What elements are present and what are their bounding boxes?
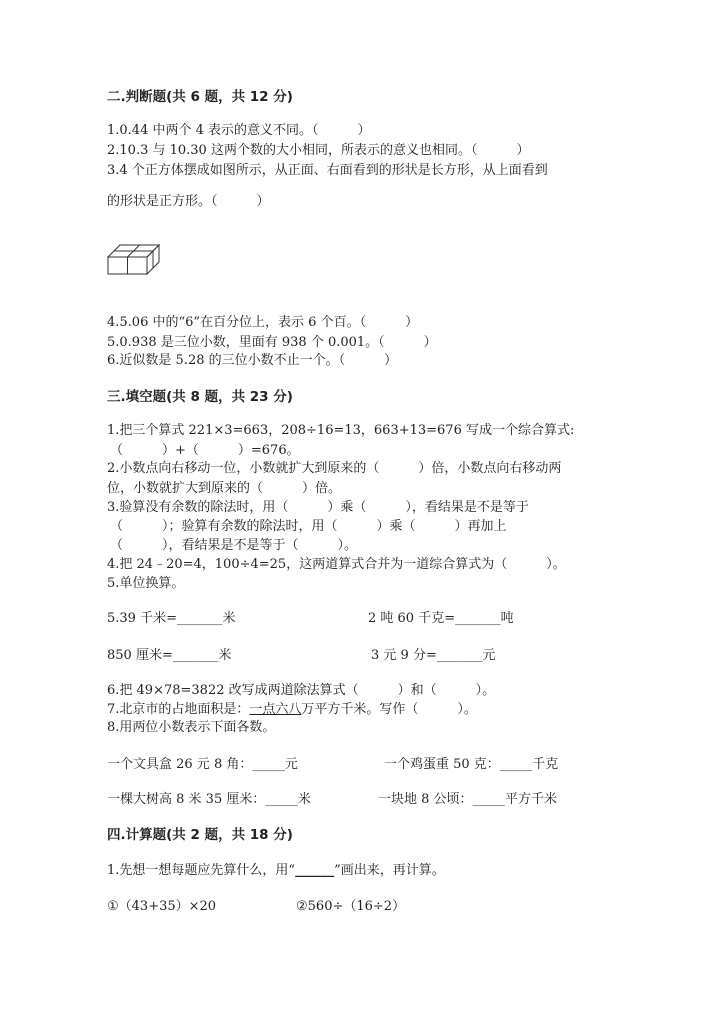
fill-question-7-prefix: 7.北京市的占地面积是：	[107, 702, 250, 717]
fill-question-5: 5.单位换算。	[107, 576, 185, 591]
judge-question-5: 5.0.938 是三位小数，里面有 938 个 0.001。（ ）	[107, 335, 437, 350]
cube-figure	[107, 240, 161, 276]
calc-question-1-suffix: ”画出来，再计算。	[334, 863, 445, 878]
judge-question-2: 2.10.3 与 10.30 这两个数的大小相同，所表示的意义也相同。（ ）	[107, 143, 530, 158]
fill-question-7-underlined: 一点六八	[249, 702, 302, 717]
section-4-title: 四.计算题(共 2 题，共 18 分)	[107, 827, 293, 843]
unit-conversion-a: 5.39 千米=_______米	[107, 611, 236, 626]
fill-question-7-suffix: 万平方千米。写作（ ）。	[301, 702, 477, 717]
unit-conversion-b: 2 吨 60 千克=_______吨	[368, 611, 514, 626]
section-3-title: 三.填空题(共 8 题，共 23 分)	[107, 389, 293, 405]
unit-conversion-d: 3 元 9 分=_______元	[371, 648, 496, 663]
calc-item-b: ②560÷（16÷2）	[296, 899, 406, 914]
decimal-item-a: 一个文具盒 26 元 8 角：_____元	[107, 757, 298, 772]
judge-question-3-line-2: 的形状是正方形。（ ）	[107, 194, 270, 209]
calc-question-1-blank: ______	[295, 863, 335, 878]
unit-conversion-c: 850 厘米=_______米	[107, 648, 232, 663]
fill-question-4: 4.把 24﹣20=4，100÷4=25，这两道算式合并为一道综合算式为（ ）。	[107, 557, 566, 572]
decimal-item-b: 一个鸡蛋重 50 克：_____千克	[384, 757, 559, 772]
fill-question-7	[107, 701, 477, 719]
fill-question-2-line-2: 位，小数就扩大到原来的（ ）倍。	[107, 481, 342, 496]
fill-question-3-line-2: （ ）；验算有余数的除法时，用（ ）乘（ ）再加上	[110, 519, 507, 534]
judge-question-4: 4.5.06 中的“6”在百分位上，表示 6 个百。（ ）	[107, 315, 419, 330]
calc-question-1-prefix: 1.先想一想每题应先算什么，用“	[107, 863, 296, 878]
judge-question-1: 1.0.44 中两个 4 表示的意义不同。（ ）	[107, 123, 371, 138]
judge-question-3-line-1: 3.4 个正方体摆成如图所示，从正面、右面看到的形状是长方形，从上面看到	[107, 163, 548, 178]
fill-question-3-line-3: （ ），看结果是不是等于（ ）。	[110, 538, 358, 553]
fill-question-3-line-1: 3.验算没有余数的除法时，用（ ）乘（ ），看结果是不是等于	[107, 500, 529, 515]
calc-question-1	[107, 862, 445, 880]
decimal-item-c: 一棵大树高 8 米 35 厘米：_____米	[107, 792, 311, 807]
fill-question-2-line-1: 2.小数点向右移动一位，小数就扩大到原来的（ ）倍，小数点向右移动两	[107, 461, 562, 476]
fill-question-6: 6.把 49×78=3822 改写成两道除法算式（ ）和（ ）。	[107, 683, 496, 698]
calc-item-a: ①（43+35）×20	[107, 899, 217, 914]
fill-question-8: 8.用两位小数表示下面各数。	[107, 720, 276, 735]
section-2-title: 二.判断题(共 6 题，共 12 分)	[107, 89, 293, 105]
fill-question-1-line-1: 1.把三个算式 221×3=663，208÷16=13，663+13=676 写成一个综合算式:	[107, 423, 575, 438]
decimal-item-d: 一块地 8 公顷：_____平方千米	[378, 792, 558, 807]
judge-question-6: 6.近似数是 5.28 的三位小数不止一个。（ ）	[107, 353, 398, 368]
fill-question-1-line-2: （ ）+（ ）=676。	[110, 443, 300, 458]
